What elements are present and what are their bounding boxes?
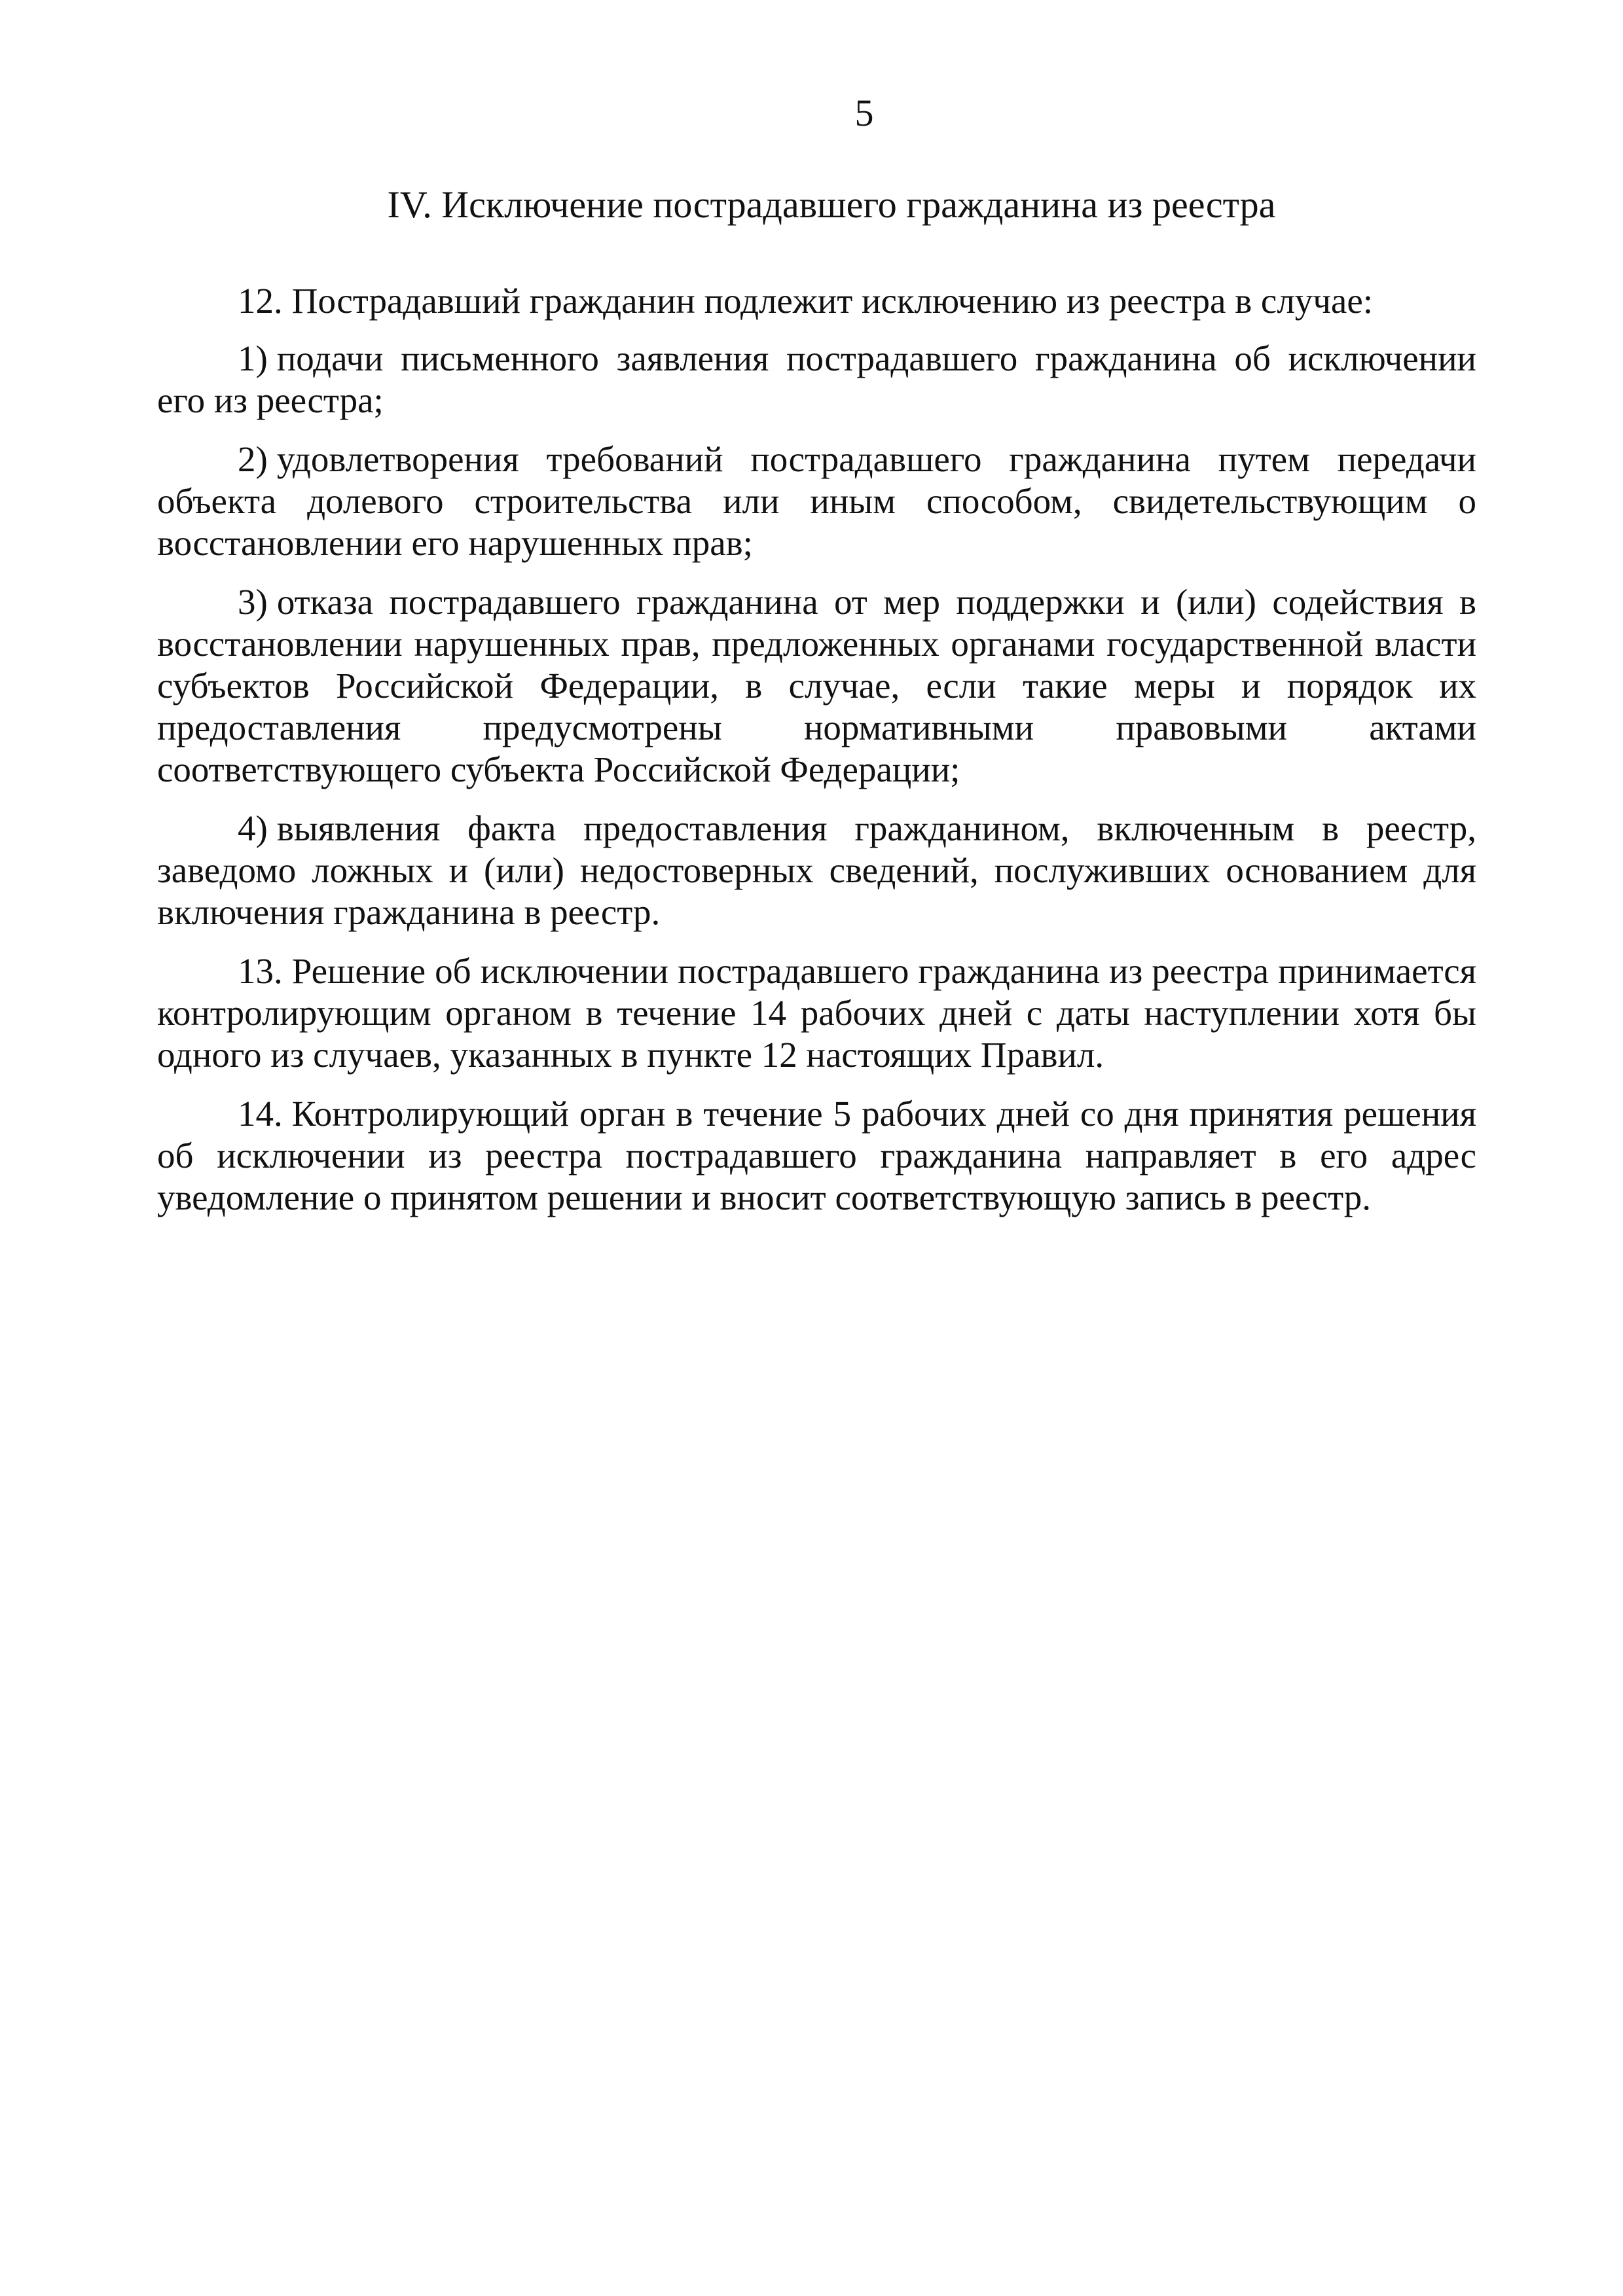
paragraph-14-text: Контролирующий орган в течение 5 рабочих дней со дня принятия решения об исключении из реестра пострадавшего гражданина направляет в его адрес уведомление о принятом решении и вносит соответствующую запись в реестр. — [157, 1094, 1476, 1217]
paragraph-12-text: Пострадавший гражданин подлежит исключению из реестра в случае: — [291, 281, 1374, 321]
paragraph-12-number: 12. — [238, 281, 283, 321]
paragraph-13 — [157, 950, 1476, 1076]
item-3-text: отказа пострадавшего гражданина от мер поддержки и (или) содействия в восстановлении нарушенных прав, предложенных органами государственной власти субъектов Российской Федерации, в случае, если такие меры и порядок их предоставления предусмотрены нормативными правовыми актами соответствующего субъекта Российской Федерации; — [157, 582, 1476, 789]
item-2-text: удовлетворения требований пострадавшего гражданина путем передачи объекта долевого строительства или иным способом, свидетельствующим о восстановлении его нарушенных прав; — [157, 439, 1476, 563]
paragraph-12 — [157, 280, 1476, 322]
item-4-marker: 4) — [238, 808, 268, 848]
paragraph-14 — [157, 1093, 1476, 1219]
item-2-marker: 2) — [238, 439, 268, 479]
item-4-text: выявления факта предоставления гражданином, включенным в реестр, заведомо ложных и (или) недостоверных сведений, послуживших основанием для включения гражданина в реестр. — [157, 808, 1476, 932]
section-title: IV. Исключение пострадавшего гражданина из реестра — [387, 183, 1276, 226]
paragraph-12-item-4 — [157, 808, 1476, 933]
paragraph-13-number: 13. — [238, 951, 283, 991]
paragraph-12-item-3 — [157, 581, 1476, 791]
page-number: 5 — [854, 92, 874, 134]
paragraph-12-item-1 — [157, 338, 1476, 422]
paragraph-12-item-2 — [157, 439, 1476, 564]
item-3-marker: 3) — [238, 582, 268, 622]
item-1-marker: 1) — [238, 338, 268, 378]
paragraph-14-number: 14. — [238, 1094, 283, 1134]
paragraph-13-text: Решение об исключении пострадавшего гражданина из реестра принимается контролирующим органом в течение 14 рабочих дней с даты наступлении хотя бы одного из случаев, указанных в пункте 12 настоящих Правил. — [157, 951, 1476, 1075]
item-1-text: подачи письменного заявления пострадавшего гражданина об исключении его из реестра; — [157, 338, 1476, 420]
document-body — [157, 280, 1476, 1219]
